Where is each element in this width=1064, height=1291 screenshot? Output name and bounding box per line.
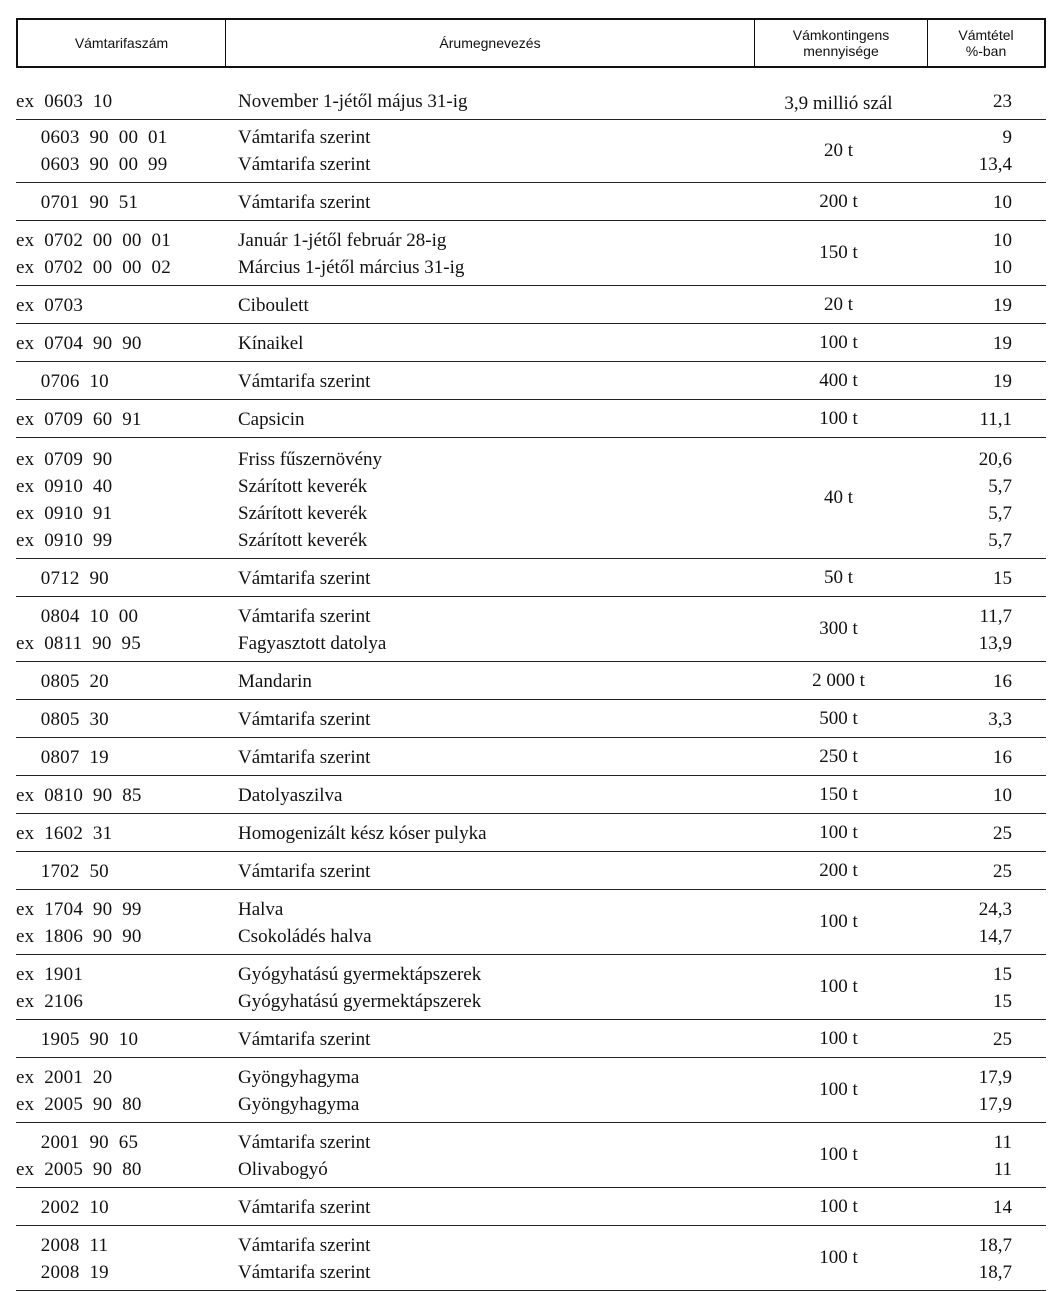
quota-quantity: 100 t — [819, 821, 858, 843]
product-name: Március 1-jétől március 31-ig — [238, 257, 465, 278]
product-name: Gyöngyhagyma — [238, 1094, 360, 1115]
tariff-code: 0712 90 — [16, 568, 109, 589]
quota-quantity: 50 t — [823, 566, 854, 588]
product-name: Vámtarifa szerint — [238, 1132, 371, 1153]
tariff-code: ex 1704 90 99 — [16, 899, 142, 920]
quota-group — [16, 1123, 1046, 1188]
tariff-code: ex 2001 20 — [16, 1067, 113, 1088]
duty-rate: 10 — [993, 230, 1012, 251]
tariff-code: 2001 90 65 — [16, 1132, 139, 1153]
product-name: Kínaikel — [238, 333, 304, 354]
header-duty-rate — [927, 20, 1044, 66]
duty-rate: 16 — [993, 671, 1012, 692]
product-name: Vámtarifa szerint — [238, 606, 371, 627]
product-name: Vámtarifa szerint — [238, 709, 371, 730]
quota-group — [16, 662, 1046, 700]
duty-rate: 23 — [993, 91, 1012, 112]
quota-quantity: 40 t — [823, 487, 854, 508]
quota-quantity: 200 t — [819, 190, 858, 212]
product-name: Vámtarifa szerint — [238, 1235, 371, 1256]
tariff-code: ex 1602 31 — [16, 823, 113, 844]
duty-rate: 15 — [993, 991, 1012, 1012]
tariff-code: ex 2106 — [16, 991, 84, 1012]
duty-rate: 13,9 — [978, 633, 1012, 654]
header-rate-label-line2: %-ban — [965, 43, 1007, 59]
tariff-code: ex 0704 90 90 — [16, 333, 142, 354]
product-name: Csokoládés halva — [238, 926, 372, 947]
quota-group — [16, 700, 1046, 738]
product-name: Vámtarifa szerint — [238, 568, 371, 589]
duty-rate: 15 — [993, 568, 1012, 589]
tariff-code: 0804 10 00 — [16, 606, 139, 627]
header-product-name — [225, 20, 754, 66]
product-name: Vámtarifa szerint — [238, 154, 371, 175]
quota-quantity: 100 t — [819, 911, 858, 932]
tariff-code: 0603 90 00 01 — [16, 127, 168, 148]
duty-rate: 20,6 — [978, 449, 1012, 470]
tariff-code: 0603 90 00 99 — [16, 154, 168, 175]
product-name: Vámtarifa szerint — [238, 192, 371, 213]
tariff-code: 0807 19 — [16, 747, 109, 768]
quota-group — [16, 183, 1046, 221]
quota-quantity: 400 t — [819, 369, 858, 391]
duty-rate: 5,7 — [988, 530, 1012, 551]
duty-rate: 10 — [993, 257, 1012, 278]
tariff-code: ex 0702 00 00 02 — [16, 257, 171, 278]
quota-quantity: 500 t — [819, 707, 858, 729]
quota-group — [16, 1020, 1046, 1058]
quota-quantity: 100 t — [819, 407, 858, 429]
header-quota-quantity — [754, 20, 927, 66]
product-name: Fagyasztott datolya — [238, 633, 387, 654]
quota-quantity: 100 t — [819, 331, 858, 353]
table-header — [16, 18, 1046, 68]
quota-group — [16, 890, 1046, 955]
quota-group — [16, 324, 1046, 362]
product-name: Vámtarifa szerint — [238, 861, 371, 882]
tariff-code: ex 2005 90 80 — [16, 1094, 142, 1115]
tariff-code: 2008 11 — [16, 1235, 109, 1256]
quota-group — [16, 362, 1046, 400]
duty-rate: 19 — [993, 295, 1012, 316]
duty-rate: 25 — [993, 823, 1012, 844]
tariff-code: ex 0810 90 85 — [16, 785, 142, 806]
quota-quantity: 150 t — [819, 242, 858, 263]
quota-quantity: 20 t — [823, 140, 854, 161]
product-name: Gyöngyhagyma — [238, 1067, 360, 1088]
quota-group — [16, 88, 1046, 120]
tariff-code: ex 2005 90 80 — [16, 1159, 142, 1180]
quota-group — [16, 814, 1046, 852]
quota-quantity: 100 t — [819, 1144, 858, 1165]
product-name: Gyógyhatású gyermektápszerek — [238, 964, 482, 985]
tariff-code: 0701 90 51 — [16, 192, 139, 213]
duty-rate: 25 — [993, 861, 1012, 882]
tariff-code: ex 0910 99 — [16, 530, 113, 551]
tariff-code: ex 1901 — [16, 964, 84, 985]
duty-rate: 10 — [993, 192, 1012, 213]
quota-group — [16, 286, 1046, 324]
product-name: Friss fűszernövény — [238, 449, 383, 470]
duty-rate: 18,7 — [978, 1262, 1012, 1283]
duty-rate: 9 — [1002, 127, 1012, 148]
quota-group — [16, 400, 1046, 438]
tariff-code: 0805 30 — [16, 709, 109, 730]
quota-group — [16, 1188, 1046, 1226]
product-name: November 1-jétől május 31-ig — [238, 91, 468, 112]
tariff-code: ex 1806 90 90 — [16, 926, 142, 947]
duty-rate: 10 — [993, 785, 1012, 806]
quota-quantity: 200 t — [819, 859, 858, 881]
duty-rate: 15 — [993, 964, 1012, 985]
quota-group — [16, 776, 1046, 814]
product-name: Gyógyhatású gyermektápszerek — [238, 991, 482, 1012]
duty-rate: 13,4 — [978, 154, 1012, 175]
tariff-code: 2002 10 — [16, 1197, 109, 1218]
quota-group — [16, 1058, 1046, 1123]
quota-quantity: 100 t — [819, 1027, 858, 1049]
tariff-code: ex 0811 90 95 — [16, 633, 141, 654]
product-name: Vámtarifa szerint — [238, 1029, 371, 1050]
header-product-name-label: Árumegnevezés — [439, 35, 541, 51]
product-name: Vámtarifa szerint — [238, 127, 371, 148]
header-quota-label-line2: mennyisége — [803, 43, 879, 59]
tariff-code: ex 0702 00 00 01 — [16, 230, 171, 251]
tariff-code: 2008 19 — [16, 1262, 109, 1283]
header-tariff-number-label: Vámtarifaszám — [74, 35, 169, 51]
quota-quantity: 20 t — [823, 293, 854, 315]
product-name: Szárított keverék — [238, 530, 368, 551]
duty-rate: 16 — [993, 747, 1012, 768]
tariff-code: ex 0709 90 — [16, 449, 113, 470]
product-name: Vámtarifa szerint — [238, 371, 371, 392]
quota-group — [16, 852, 1046, 890]
quota-group — [16, 955, 1046, 1020]
tariff-code: 1702 50 — [16, 861, 109, 882]
tariff-code: ex 0703 — [16, 295, 84, 316]
quota-group — [16, 120, 1046, 183]
product-name: Capsicin — [238, 409, 305, 430]
table-row — [16, 446, 1046, 473]
duty-rate: 11,1 — [979, 409, 1012, 430]
duty-rate: 17,9 — [978, 1067, 1012, 1088]
quota-group — [16, 738, 1046, 776]
product-name: Vámtarifa szerint — [238, 747, 371, 768]
tariff-code: ex 0603 10 — [16, 91, 113, 112]
quota-group — [16, 597, 1046, 662]
duty-rate: 19 — [993, 333, 1012, 354]
product-name: Olivabogyó — [238, 1159, 328, 1180]
quota-quantity: 2 000 t — [812, 669, 865, 691]
product-name: Datolyaszilva — [238, 785, 343, 806]
quota-group — [16, 559, 1046, 597]
quota-quantity: 100 t — [819, 976, 858, 997]
product-name: Vámtarifa szerint — [238, 1197, 371, 1218]
tariff-code: ex 0709 60 91 — [16, 409, 142, 430]
product-name: Halva — [238, 899, 284, 920]
quota-quantity: 100 t — [819, 1247, 858, 1268]
quota-quantity: 250 t — [819, 745, 858, 767]
duty-rate: 24,3 — [978, 899, 1012, 920]
tariff-code: ex 0910 91 — [16, 503, 113, 524]
product-name: Szárított keverék — [238, 476, 368, 497]
duty-rate: 14 — [993, 1197, 1012, 1218]
duty-rate: 19 — [993, 371, 1012, 392]
duty-rate: 25 — [993, 1029, 1012, 1050]
tariff-code: 0706 10 — [16, 371, 109, 392]
table-row — [16, 527, 1046, 554]
quota-quantity: 100 t — [819, 1195, 858, 1217]
duty-rate: 5,7 — [988, 503, 1012, 524]
product-name: Homogenizált kész kóser pulyka — [238, 823, 487, 844]
header-tariff-number — [18, 20, 225, 66]
duty-rate: 5,7 — [988, 476, 1012, 497]
product-name: Vámtarifa szerint — [238, 1262, 371, 1283]
duty-rate: 11,7 — [979, 606, 1012, 627]
duty-rate: 11 — [993, 1132, 1012, 1153]
duty-rate: 3,3 — [988, 709, 1012, 730]
duty-rate: 17,9 — [978, 1094, 1012, 1115]
product-name: Január 1-jétől február 28-ig — [238, 230, 447, 251]
quota-quantity: 3,9 millió szál — [784, 92, 893, 114]
quota-quantity: 300 t — [819, 618, 858, 639]
product-name: Szárított keverék — [238, 503, 368, 524]
header-quota-label-line1: Vámkontingens — [792, 27, 890, 43]
duty-rate: 18,7 — [978, 1235, 1012, 1256]
duty-rate: 14,7 — [978, 926, 1012, 947]
header-rate-label-line1: Vámtétel — [958, 27, 1014, 43]
quota-group — [16, 438, 1046, 559]
tariff-code: 0805 20 — [16, 671, 109, 692]
tariff-code: ex 0910 40 — [16, 476, 113, 497]
tariff-code: 1905 90 10 — [16, 1029, 139, 1050]
product-name: Ciboulett — [238, 295, 309, 316]
duty-rate: 11 — [993, 1159, 1012, 1180]
table-body — [16, 88, 1046, 1291]
quota-group — [16, 221, 1046, 286]
quota-group — [16, 1226, 1046, 1291]
product-name: Mandarin — [238, 671, 312, 692]
quota-quantity: 150 t — [819, 783, 858, 805]
quota-quantity: 100 t — [819, 1079, 858, 1100]
